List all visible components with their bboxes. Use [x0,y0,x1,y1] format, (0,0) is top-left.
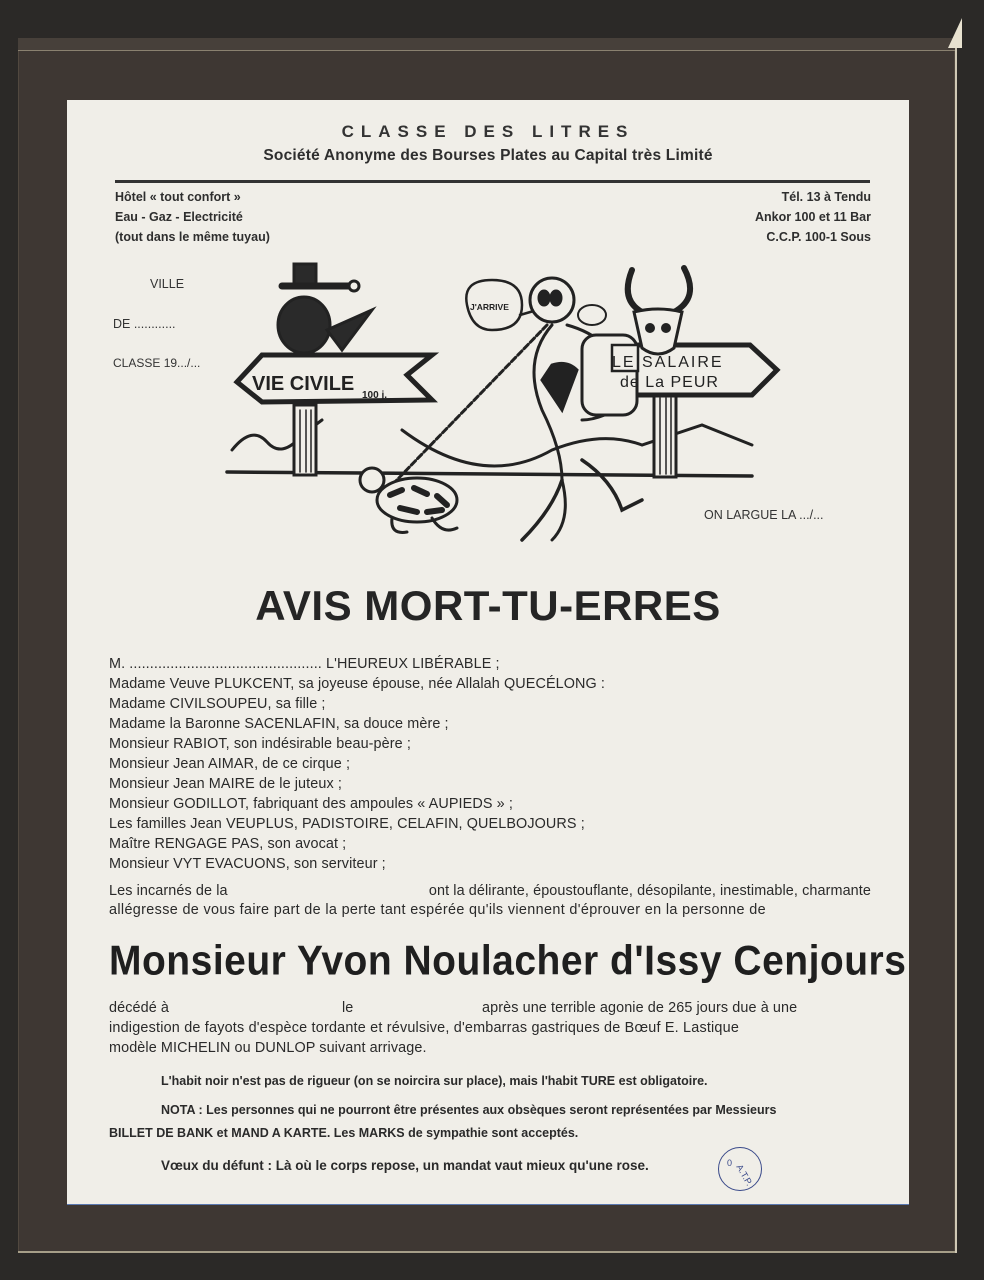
family-line: Madame Veuve PLUKCENT, sa joyeuse épouse, née Allalah QUECÉLONG : [109,676,606,692]
contact-line-1: Tél. 13 à Tendu [781,190,871,204]
death-details-line-3: modèle MICHELIN ou DUNLOP suivant arrivage. [109,1040,427,1056]
family-line: Monsieur GODILLOT, fabriquant des ampoules « AUPIEDS » ; [109,796,513,812]
family-line: Monsieur Jean AIMAR, de ce cirque ; [109,756,351,772]
nota-line-2: BILLET DE BANK et MAND A KARTE. Les MARKS de sympathie sont acceptés. [109,1126,579,1140]
sign-right-line-2: de La PEUR [620,374,719,391]
family-line: Les familles Jean VEUPLUS, PADISTOIRE, CELAFIN, QUELBOJOURS ; [109,816,585,832]
sign-left-small: 100 j. [362,390,388,401]
family-line: M. ............................................... L'HEUREUX LIBÉRABLE ; [109,656,500,672]
sign-right-line-1: LE SALAIRE [612,354,724,371]
announcement-line-1a: Les incarnés de la [109,883,228,899]
sign-left-label: VIE CIVILE [252,373,355,395]
stamp-number: 0 [727,1158,733,1168]
stamp-text: A.T.P. [734,1162,755,1188]
classe-field: CLASSE 19.../... [113,356,201,370]
deceased-wish: Vœux du défunt : Là où le corps repose, un mandat vaut mieux qu'une rose. [161,1158,649,1173]
announcement-line-2: allégresse de vous faire part de la perte tant espérée qu'ils viennent d'éprouver en la personne de [109,902,766,918]
family-line: Monsieur Jean MAIRE de le juteux ; [109,776,342,792]
cartoon-illustration [222,250,782,550]
speech-bubble-text: J'ARRIVE [470,302,509,312]
folder-corner-fold [948,18,962,48]
folder-edge-right [955,48,957,1253]
ville-label: VILLE [150,277,185,291]
address-line-1: Hôtel « tout confort » [115,190,241,204]
address-line-3: (tout dans le même tuyau) [115,230,270,244]
folder-top-flap [18,38,955,51]
header-rule [115,180,870,183]
on-largue-field: ON LARGUE LA .../... [704,508,824,522]
dress-code-note: L'habit noir n'est pas de rigueur (on se noircira sur place), mais l'habit TURE est obligatoire. [161,1074,708,1088]
folder-edge-bottom [18,1251,955,1253]
death-date-label: le [342,1000,354,1016]
library-stamp [718,1147,762,1191]
announcement-sheet [67,100,909,1205]
death-details-line-2: indigestion de fayots d'espèce tordante et révulsive, d'embarras gastriques de Bœuf E. Lastique [109,1020,740,1036]
de-field: DE ............ [113,317,176,331]
death-place-label: décédé à [109,1000,170,1016]
family-line: Madame CIVILSOUPEU, sa fille ; [109,696,326,712]
death-details-line-1: après une terrible agonie de 265 jours due à une [482,1000,798,1016]
contact-line-3: C.C.P. 100-1 Sous [766,230,871,244]
org-title: CLASSE DES LITRES [341,122,635,141]
page-title: AVIS MORT-TU-ERRES [255,582,721,629]
announcement-line-1b: ont la délirante, époustouflante, désopilante, inestimable, charmante [428,883,871,899]
address-line-2: Eau - Gaz - Electricité [115,210,243,224]
contact-line-2: Ankor 100 et 11 Bar [754,210,871,224]
family-line: Maître RENGAGE PAS, son avocat ; [109,836,347,852]
deceased-name: Monsieur Yvon Noulacher d'Issy Cenjours [109,938,907,985]
family-line: Monsieur RABIOT, son indésirable beau-père ; [109,736,411,752]
nota-line-1: NOTA : Les personnes qui ne pourront être présentes aux obsèques seront représentées par Messieurs [161,1103,777,1117]
family-line: Monsieur VYT EVACUONS, son serviteur ; [109,856,386,872]
family-line: Madame la Baronne SACENLAFIN, sa douce mère ; [109,716,449,732]
org-subtitle: Société Anonyme des Bourses Plates au Capital très Limité [263,147,713,164]
